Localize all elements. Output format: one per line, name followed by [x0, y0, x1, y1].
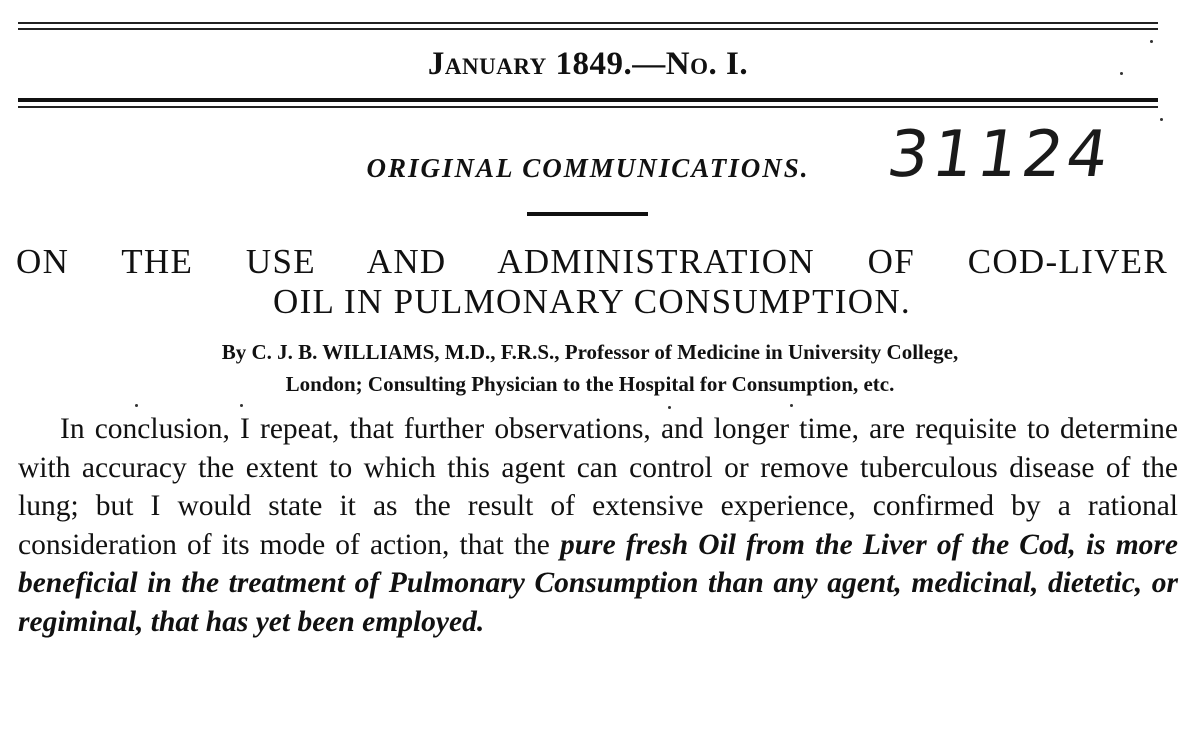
scan-speck: [790, 404, 793, 407]
article-title-line-2: OIL IN PULMONARY CONSUMPTION.: [273, 282, 911, 321]
scan-speck: [1150, 40, 1153, 43]
scan-speck: [1160, 118, 1163, 121]
scan-speck: [240, 404, 243, 407]
article-body: [18, 410, 1178, 641]
section-heading: ORIGINAL COMMUNICATIONS.: [366, 153, 810, 183]
issue-masthead: January 1849.—No. I.: [427, 46, 749, 82]
scan-speck: [668, 406, 671, 409]
byline-line-2: London; Consulting Physician to the Hospital for Consumption, etc.: [285, 372, 895, 396]
scan-speck: [1120, 72, 1123, 75]
body-paragraph: [18, 410, 1178, 641]
masthead-rule-thin: [18, 106, 1158, 108]
section-divider: [527, 212, 648, 216]
top-rule-thin-2: [18, 28, 1158, 30]
article-byline: [30, 336, 1150, 400]
byline-line-1: By C. J. B. WILLIAMS, M.D., F.R.S., Professor of Medicine in University College,: [221, 340, 959, 364]
scan-speck: [135, 404, 138, 407]
top-rule-thin: [18, 22, 1158, 24]
masthead-rule-thick: [18, 98, 1158, 102]
article-title-line-1: ON THE USE AND ADMINISTRATION OF COD-LIVER: [16, 242, 1168, 281]
handwritten-catalog-number: 31124: [882, 118, 1117, 192]
body-plain-text: In conclusion, I repeat, that further observations, and longer time, are requisite to determine with accuracy the extent to which this agent can control or remove tuberculous disease of the lung; but I would state it as the result of extensive experience, confirmed by a rational consideration of its mode of action, that the: [18, 413, 1178, 561]
body-emphasized-text: pure fresh Oil from the Liver of the Cod, is more beneficial in the treatment of Pulmonary Consumption than any agent, medicinal, dietetic, or regiminal, that has yet been employed.: [18, 528, 1178, 638]
article-title: [16, 242, 1168, 322]
